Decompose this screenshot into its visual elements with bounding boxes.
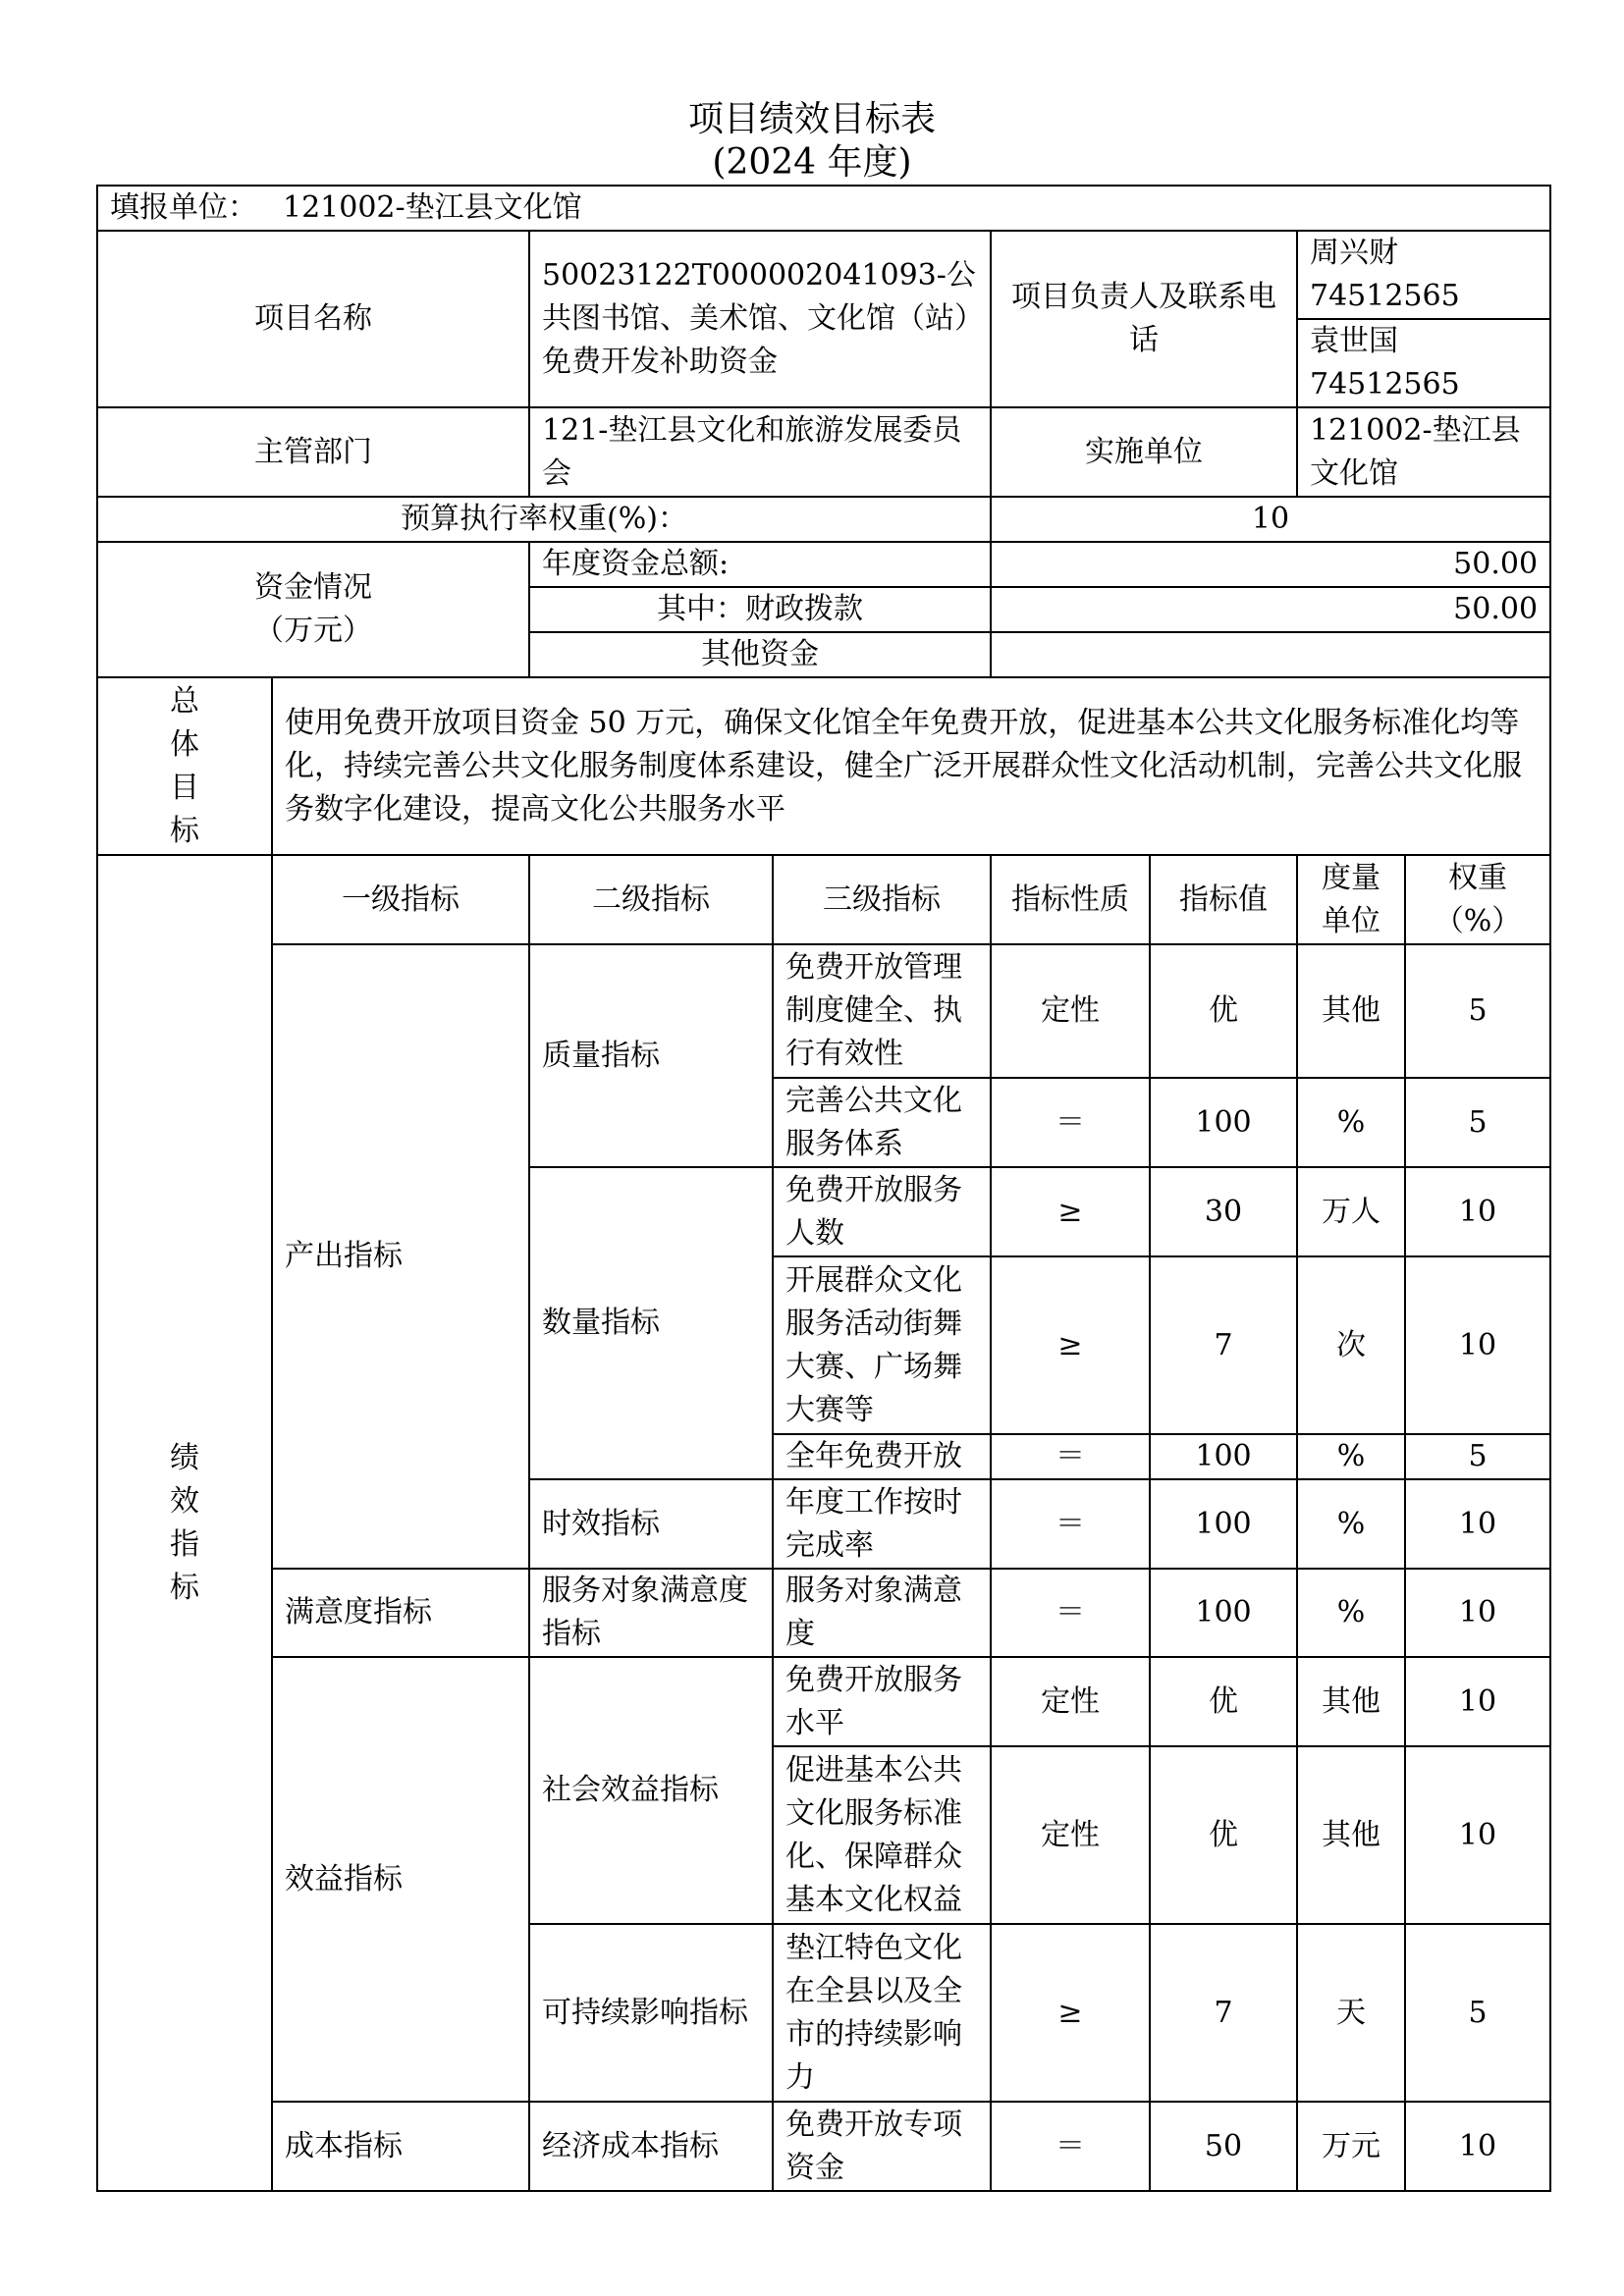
nature-cell: ＝ (991, 1479, 1150, 1569)
funds-total-label: 年度资金总额: (529, 542, 991, 587)
unit-cell: 万人 (1297, 1167, 1405, 1256)
level3-cell: 垫江特色文化在全县以及全市的持续影响力 (773, 1924, 991, 2102)
goal-text: 使用免费开放项目资金 50 万元，确保文化馆全年免费开放，促进基本公共文化服务标准化均等化，持续完善公共文化服务制度体系建设，健全广泛开展群众性文化活动机制，完善公共文化服务数字化建设，提高文化公共服务水平 (272, 677, 1550, 855)
funds-other-label: 其他资金 (529, 632, 991, 677)
contact-2-name: 袁世国 (1310, 324, 1398, 358)
project-name-value: 50023122T000002041093-公共图书馆、美术馆、文化馆（站）免费开发补助资金 (529, 231, 991, 407)
page-subtitle: (2024 年度) (712, 142, 912, 183)
value-cell: 7 (1150, 1924, 1297, 2102)
subgroup-social: 社会效益指标 (529, 1657, 773, 1924)
contact-label: 项目负责人及联系电话 (991, 231, 1297, 407)
unit-cell: % (1297, 1434, 1405, 1479)
unit-cell: % (1297, 1479, 1405, 1569)
col-nature: 指标性质 (991, 855, 1150, 944)
subgroup-timeliness: 时效指标 (529, 1479, 773, 1569)
nature-cell: ＝ (991, 1434, 1150, 1479)
weight-cell: 5 (1405, 1434, 1550, 1479)
impl-value: 121002-垫江县文化馆 (1297, 407, 1550, 497)
budget-weight-label: 预算执行率权重(%)： (97, 497, 991, 542)
dept-value: 121-垫江县文化和旅游发展委员会 (529, 407, 991, 497)
level3-cell: 免费开放服务人数 (773, 1167, 991, 1256)
funds-total-value: 50.00 (991, 542, 1550, 587)
value-cell: 100 (1150, 1434, 1297, 1479)
nature-cell: ≥ (991, 1256, 1150, 1434)
dept-row (97, 407, 1550, 497)
fill-unit-label: 填报单位： (110, 190, 257, 225)
unit-cell: 其他 (1297, 944, 1405, 1078)
col-level1: 一级指标 (272, 855, 529, 944)
level3-cell: 促进基本公共文化服务标准化、保障群众基本文化权益 (773, 1746, 991, 1924)
performance-goal-table (96, 185, 1551, 2192)
nature-cell: 定性 (991, 944, 1150, 1078)
unit-cell: 天 (1297, 1924, 1405, 2102)
weight-cell: 10 (1405, 1746, 1550, 1924)
col-value: 指标值 (1150, 855, 1297, 944)
contact-2 (1297, 319, 1550, 407)
col-unit: 度量单位 (1297, 855, 1405, 944)
goal-label (97, 677, 272, 855)
value-cell: 优 (1150, 1746, 1297, 1924)
funds-label-line2: （万元） (254, 614, 372, 648)
funds-fiscal-value: 50.00 (991, 587, 1550, 632)
weight-cell: 5 (1405, 1924, 1550, 2102)
value-cell: 优 (1150, 1657, 1297, 1746)
unit-cell: % (1297, 1078, 1405, 1167)
level3-cell: 年度工作按时完成率 (773, 1479, 991, 1569)
budget-weight-value: 10 (991, 497, 1550, 542)
page-title: 项目绩效目标表 (687, 99, 936, 139)
weight-cell: 5 (1405, 1078, 1550, 1167)
fill-unit-row (97, 186, 1550, 231)
level3-cell: 免费开放服务水平 (773, 1657, 991, 1746)
col-level2: 二级指标 (529, 855, 773, 944)
weight-cell: 10 (1405, 1256, 1550, 1434)
fill-unit-cell (97, 186, 1550, 231)
level3-cell: 免费开放专项资金 (773, 2102, 991, 2191)
contact-1 (1297, 231, 1550, 319)
funds-label-line1: 资金情况 (254, 570, 372, 605)
level3-cell: 完善公共文化服务体系 (773, 1078, 991, 1167)
unit-cell: 其他 (1297, 1657, 1405, 1746)
value-cell: 100 (1150, 1078, 1297, 1167)
nature-cell: ＝ (991, 2102, 1150, 2191)
value-cell: 30 (1150, 1167, 1297, 1256)
group-benefit: 效益指标 (272, 1657, 529, 2102)
group-satisfaction: 满意度指标 (272, 1569, 529, 1657)
funds-total-row (97, 542, 1550, 587)
weight-cell: 10 (1405, 1569, 1550, 1657)
unit-cell: 其他 (1297, 1746, 1405, 1924)
goal-row (97, 677, 1550, 855)
project-name-row (97, 231, 1550, 319)
weight-cell: 5 (1405, 944, 1550, 1078)
nature-cell: ≥ (991, 1924, 1150, 2102)
dept-label: 主管部门 (97, 407, 529, 497)
value-cell: 7 (1150, 1256, 1297, 1434)
subgroup-quality: 质量指标 (529, 944, 773, 1167)
budget-weight-row (97, 497, 1550, 542)
weight-cell: 10 (1405, 1657, 1550, 1746)
nature-cell: 定性 (991, 1657, 1150, 1746)
col-weight: 权重（%） (1405, 855, 1550, 944)
funds-label (97, 542, 529, 677)
perf-label (97, 855, 272, 2191)
funds-fiscal-label: 其中：财政拨款 (529, 587, 991, 632)
funds-other-value (991, 632, 1550, 677)
nature-cell: 定性 (991, 1746, 1150, 1924)
table-row (97, 1657, 1550, 1746)
col-level3: 三级指标 (773, 855, 991, 944)
unit-cell: 万元 (1297, 2102, 1405, 2191)
value-cell: 优 (1150, 944, 1297, 1078)
subgroup-economic: 经济成本指标 (529, 2102, 773, 2191)
level3-cell: 全年免费开放 (773, 1434, 991, 1479)
subgroup-sustainable: 可持续影响指标 (529, 1924, 773, 2102)
nature-cell: ＝ (991, 1078, 1150, 1167)
weight-cell: 10 (1405, 1167, 1550, 1256)
table-row (97, 1569, 1550, 1657)
value-cell: 100 (1150, 1479, 1297, 1569)
contact-1-name: 周兴财 (1310, 236, 1398, 270)
fill-unit-value: 121002-垫江县文化馆 (283, 190, 582, 225)
table-row (97, 944, 1550, 1078)
level3-cell: 开展群众文化服务活动街舞大赛、广场舞大赛等 (773, 1256, 991, 1434)
unit-cell: 次 (1297, 1256, 1405, 1434)
contact-2-phone: 74512565 (1310, 367, 1460, 401)
unit-cell: % (1297, 1569, 1405, 1657)
subgroup-satisfaction: 服务对象满意度指标 (529, 1569, 773, 1657)
level3-cell: 服务对象满意度 (773, 1569, 991, 1657)
goal-label-text: 总体目标 (170, 683, 199, 848)
level3-cell: 免费开放管理制度健全、执行有效性 (773, 944, 991, 1078)
group-cost: 成本指标 (272, 2102, 529, 2191)
weight-cell: 10 (1405, 2102, 1550, 2191)
group-output: 产出指标 (272, 944, 529, 1569)
value-cell: 100 (1150, 1569, 1297, 1657)
value-cell: 50 (1150, 2102, 1297, 2191)
nature-cell: ＝ (991, 1569, 1150, 1657)
impl-label: 实施单位 (991, 407, 1297, 497)
contact-1-phone: 74512565 (1310, 279, 1460, 313)
project-name-label: 项目名称 (97, 231, 529, 407)
table-row (97, 2102, 1550, 2191)
perf-label-text: 绩效指标 (170, 1440, 199, 1605)
perf-header-row (97, 855, 1550, 944)
nature-cell: ≥ (991, 1167, 1150, 1256)
subgroup-quantity: 数量指标 (529, 1167, 773, 1479)
weight-cell: 10 (1405, 1479, 1550, 1569)
